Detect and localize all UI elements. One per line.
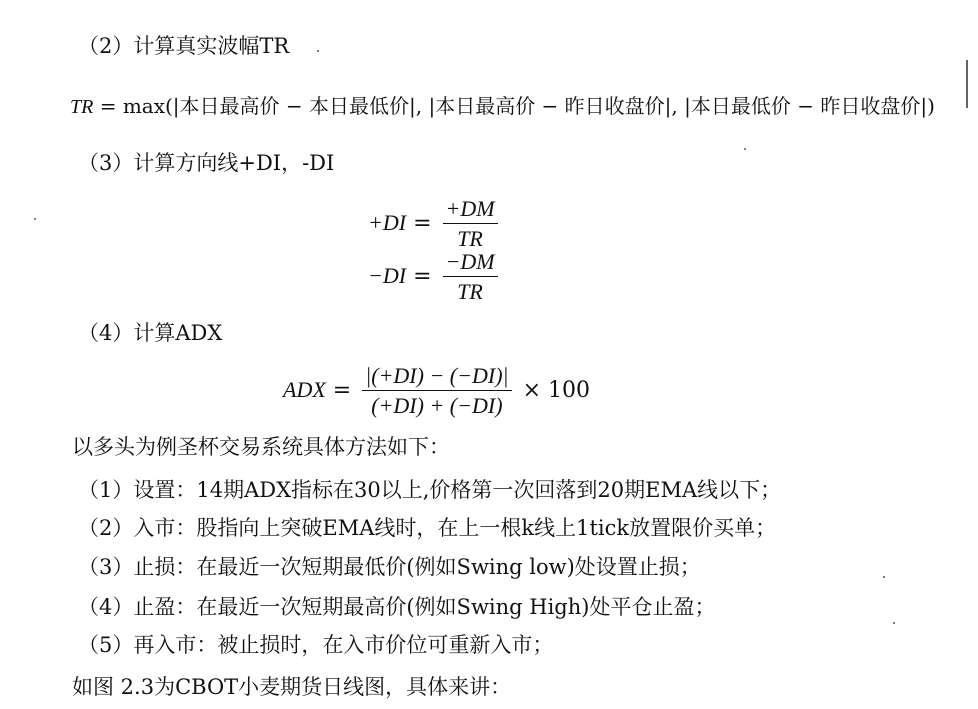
adx-heading: （4）计算ADX [78, 321, 223, 345]
scan-speck [893, 622, 895, 624]
tr-rhs: max(|本日最高价 − 本日最低价|, |本日最高价 − 昨日收盘价|, |本日最低价 − 昨日收盘价|) [122, 94, 935, 118]
adx-numerator: |(+DI) − (−DI)| [365, 363, 509, 388]
scan-speck [883, 576, 885, 578]
minus-di-fraction [443, 250, 498, 304]
minus-di-numerator: −DM [445, 249, 495, 274]
adx-equation [283, 364, 590, 418]
adx-multiplier: × 100 [522, 378, 590, 404]
minus-di-lhs: −DI [368, 263, 407, 289]
intro-text: 以多头为例圣杯交易系统具体方法如下： [72, 435, 450, 459]
rule-3: （3）止损：在最近一次短期最低价(例如Swing low)处设置止损； [78, 555, 701, 579]
plus-di-fraction [443, 197, 498, 251]
rule-1: （1）设置：14期ADX指标在30以上,价格第一次回落到20期EMA线以下； [78, 478, 782, 502]
tr-equation [70, 96, 935, 117]
scan-speck [34, 218, 36, 220]
adx-fraction [362, 364, 511, 418]
tr-lhs: TR [70, 96, 94, 118]
tr-eq-sign: = [99, 94, 117, 118]
plus-di-fraction-bar [443, 223, 498, 224]
adx-lhs: ADX [283, 377, 326, 403]
scan-edge-mark [966, 60, 968, 108]
minus-di-fraction-bar [443, 276, 498, 277]
plus-di-numerator: +DM [445, 196, 495, 221]
rule-4: （4）止盈：在最近一次短期最高价(例如Swing High)处平仓止盈； [78, 595, 716, 619]
scan-speck [744, 148, 746, 150]
adx-fraction-bar [362, 390, 511, 391]
scan-speck [317, 50, 319, 52]
plus-di-eq-sign: = [413, 211, 432, 237]
plus-di-lhs: +DI [368, 210, 407, 236]
closing-text: 如图 2.3为CBOT小麦期货日线图，具体来讲： [72, 675, 512, 699]
minus-di-equation [368, 250, 502, 304]
minus-di-denominator: TR [457, 279, 483, 305]
tr-heading: （2）计算真实波幅TR [78, 34, 290, 58]
plus-di-denominator: TR [457, 226, 483, 252]
adx-denominator: (+DI) + (−DI) [371, 393, 503, 419]
adx-eq-sign: = [332, 378, 352, 404]
rule-2: （2）入市：股指向上突破EMA线时，在上一根k线上1tick放置限价买单； [78, 516, 777, 540]
rule-5: （5）再入市：被止损时，在入市价位可重新入市； [78, 633, 554, 657]
di-heading: （3）计算方向线+DI，-DI [78, 151, 335, 175]
plus-di-equation [368, 197, 502, 251]
minus-di-eq-sign: = [413, 264, 432, 290]
